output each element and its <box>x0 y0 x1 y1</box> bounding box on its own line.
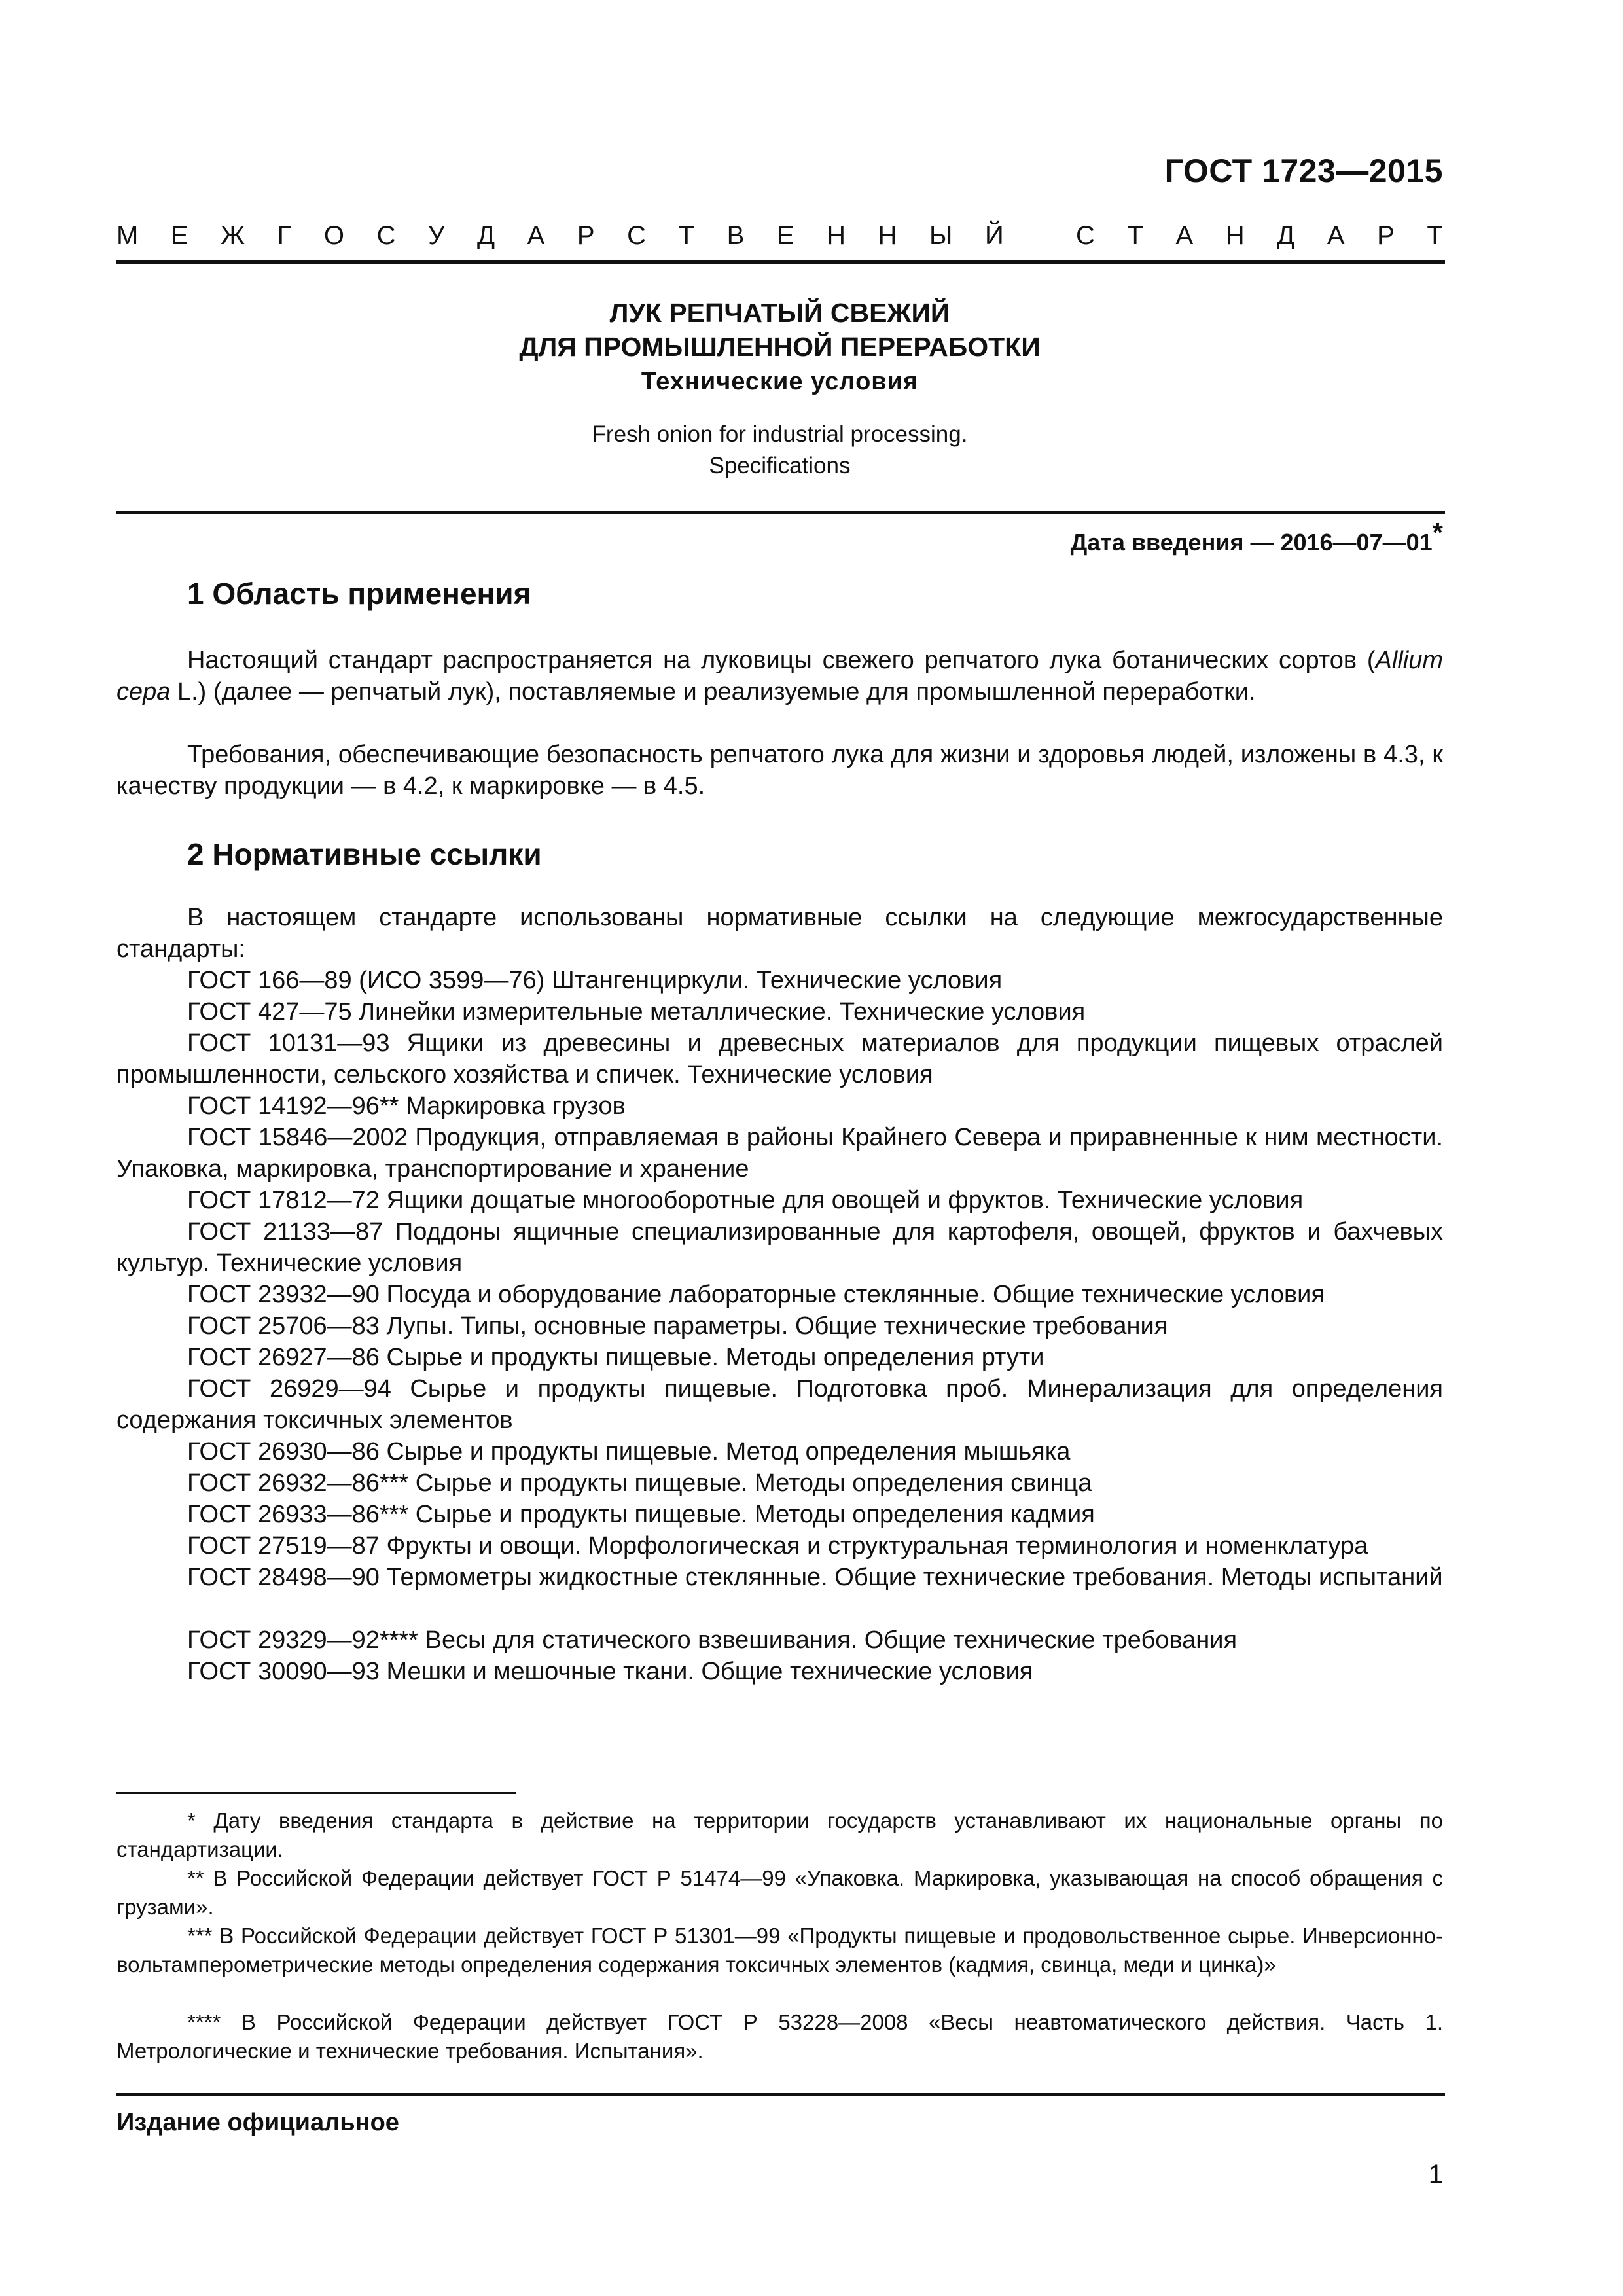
reference-item: ГОСТ 25706—83 Лупы. Типы, основные параметры. Общие технические требования <box>187 1312 1168 1340</box>
interstate-letter: Ж <box>221 221 245 250</box>
footnote-divider <box>116 1792 516 1794</box>
footer-divider <box>116 2093 1445 2096</box>
reference-item: ГОСТ 15846—2002 Продукция, отправляемая в районы Крайнего Севера и приравненные к ним местности. Упаковка, маркировка, транспортирование и хранение <box>116 1124 1443 1183</box>
reference-item: ГОСТ 23932—90 Посуда и оборудование лабораторные стеклянные. Общие технические условия <box>187 1281 1325 1308</box>
interstate-letter: С <box>1076 221 1095 250</box>
reference-item: ГОСТ 26927—86 Сырье и продукты пищевые. Методы определения ртути <box>187 1344 1044 1371</box>
reference-item: ГОСТ 30090—93 Мешки и мешочные ткани. Общие технические условия <box>187 1658 1033 1685</box>
interstate-letter: Й <box>985 221 1004 250</box>
paragraph-text: L.) (далее — репчатый лук), поставляемые и реализуемые для промышленной переработки. <box>170 678 1256 706</box>
interstate-letter: Н <box>878 221 897 250</box>
interstate-letter: Р <box>1377 221 1395 250</box>
interstate-letter: В <box>726 221 745 250</box>
section-1-paragraph-2: Требования, обеспечивающие безопасность репчатого лука для жизни и здоровья людей, изложены в 4.3, к качеству продукции — в 4.2, к маркировке — в 4.5. <box>116 741 1443 800</box>
latin-name: Allium cepa <box>116 647 1443 706</box>
top-divider <box>116 260 1445 264</box>
section-1-paragraph-1 <box>116 645 1443 708</box>
interstate-letter: О <box>323 221 344 250</box>
interstate-letter: Е <box>170 221 188 250</box>
interstate-letter: Г <box>277 221 292 250</box>
introduction-date <box>1071 517 1443 556</box>
interstate-letter: Д <box>477 221 495 250</box>
interstate-letter: А <box>1327 221 1345 250</box>
paragraph-text: Настоящий стандарт распространяется на луковицы свежего репчатого лука ботанических сортов ( <box>187 647 1376 674</box>
interstate-letter: У <box>428 221 445 250</box>
edition-label: Издание официальное <box>116 2109 399 2136</box>
interstate-letter: М <box>116 221 139 250</box>
reference-item: ГОСТ 10131—93 Ящики из древесины и древесных материалов для продукции пищевых отраслей промышленности, сельского хозяйства и спичек. Технические условия <box>116 1030 1443 1088</box>
title-divider <box>116 511 1445 514</box>
interstate-letter: Т <box>1427 221 1443 250</box>
reference-item: ГОСТ 427—75 Линейки измерительные металлические. Технические условия <box>187 998 1086 1026</box>
section-1-heading: 1 Область применения <box>187 577 531 611</box>
english-title <box>116 419 1443 482</box>
title-line-2: ДЛЯ ПРОМЫШЛЕННОЙ ПЕРЕРАБОТКИ <box>519 332 1041 362</box>
reference-item: ГОСТ 29329—92**** Весы для статического взвешивания. Общие технические требования <box>187 1626 1238 1654</box>
interstate-letter: Н <box>1225 221 1245 250</box>
title-block <box>116 296 1443 399</box>
page-number: 1 <box>1428 2160 1443 2189</box>
footnote-4: **** В Российской Федерации действует ГОСТ Р 53228—2008 «Весы неавтоматического действия. Часть 1. Метрологические и технические требования. Испытания». <box>116 2010 1443 2063</box>
footnote-marker: * <box>1432 517 1443 548</box>
title-subtitle: Технические условия <box>641 368 919 395</box>
footnote-2: ** В Российской Федерации действует ГОСТ Р 51474—99 «Упаковка. Маркировка, указывающая на способ обращения с грузами». <box>116 1866 1443 1919</box>
interstate-letter: Ы <box>929 221 953 250</box>
interstate-standard-label <box>116 221 1443 251</box>
reference-item: ГОСТ 27519—87 Фрукты и овощи. Морфологическая и структуральная терминология и номенклатура <box>187 1532 1368 1560</box>
introduction-date-text: Дата введения — 2016—07—01 <box>1070 529 1433 556</box>
interstate-letter: Р <box>577 221 595 250</box>
english-title-line-2: Specifications <box>709 453 851 478</box>
interstate-letter: Н <box>827 221 846 250</box>
interstate-letter: Т <box>1127 221 1143 250</box>
reference-item: ГОСТ 26930—86 Сырье и продукты пищевые. Метод определения мышьяка <box>187 1438 1071 1465</box>
interstate-letter <box>1036 221 1043 251</box>
reference-item: ГОСТ 166—89 (ИСО 3599—76) Штангенциркули. Технические условия <box>187 967 1003 994</box>
interstate-letter: А <box>1175 221 1194 250</box>
standard-number: ГОСТ 1723—2015 <box>1164 152 1443 189</box>
reference-item: ГОСТ 14192—96** Маркировка грузов <box>187 1092 626 1120</box>
reference-item: ГОСТ 17812—72 Ящики дощатые многооборотные для овощей и фруктов. Технические условия <box>187 1187 1304 1214</box>
title-line-1: ЛУК РЕПЧАТЫЙ СВЕЖИЙ <box>609 298 950 328</box>
section-2-intro: В настоящем стандарте использованы нормативные ссылки на следующие межгосударственные стандарты: <box>116 904 1443 963</box>
interstate-letter: Е <box>776 221 794 250</box>
interstate-letter: Д <box>1277 221 1295 250</box>
reference-item: ГОСТ 26933—86*** Сырье и продукты пищевые. Методы определения кадмия <box>187 1501 1095 1528</box>
interstate-letter: Т <box>678 221 695 250</box>
reference-item: ГОСТ 26929—94 Сырье и продукты пищевые. Подготовка проб. Минерализация для определения содержания токсичных элементов <box>116 1375 1443 1434</box>
interstate-letter: А <box>527 221 545 250</box>
section-2-heading: 2 Нормативные ссылки <box>187 837 542 871</box>
reference-item: ГОСТ 28498—90 Термометры жидкостные стеклянные. Общие технические требования. Методы испытаний <box>187 1564 1443 1591</box>
footnote-3: *** В Российской Федерации действует ГОСТ Р 51301—99 «Продукты пищевые и продовольственное сырье. Инверсионно-вольтамперометрические методы определения содержания токсичных элементов (кадмия, свинца, меди и цинка)» <box>116 1924 1443 1977</box>
interstate-letter: С <box>376 221 396 250</box>
english-title-line-1: Fresh onion for industrial processing. <box>592 422 968 447</box>
reference-item: ГОСТ 21133—87 Поддоны ящичные специализированные для картофеля, овощей, фруктов и бахчевых культур. Технические условия <box>116 1218 1443 1277</box>
interstate-letter: С <box>627 221 647 250</box>
reference-item: ГОСТ 26932—86*** Сырье и продукты пищевые. Методы определения свинца <box>187 1469 1092 1497</box>
footnote-1: * Дату введения стандарта в действие на территории государств устанавливают их национальные органы по стандартизации. <box>116 1808 1443 1861</box>
